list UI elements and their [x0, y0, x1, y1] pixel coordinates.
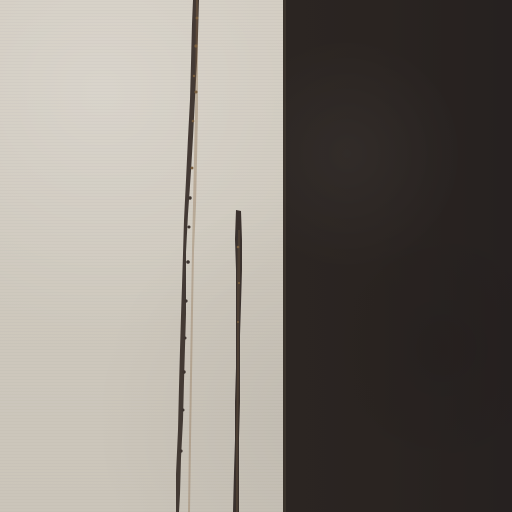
middle-brush-stroke: [233, 210, 242, 512]
left-brush-stroke: [176, 0, 199, 512]
black-ink-field: [283, 0, 512, 512]
